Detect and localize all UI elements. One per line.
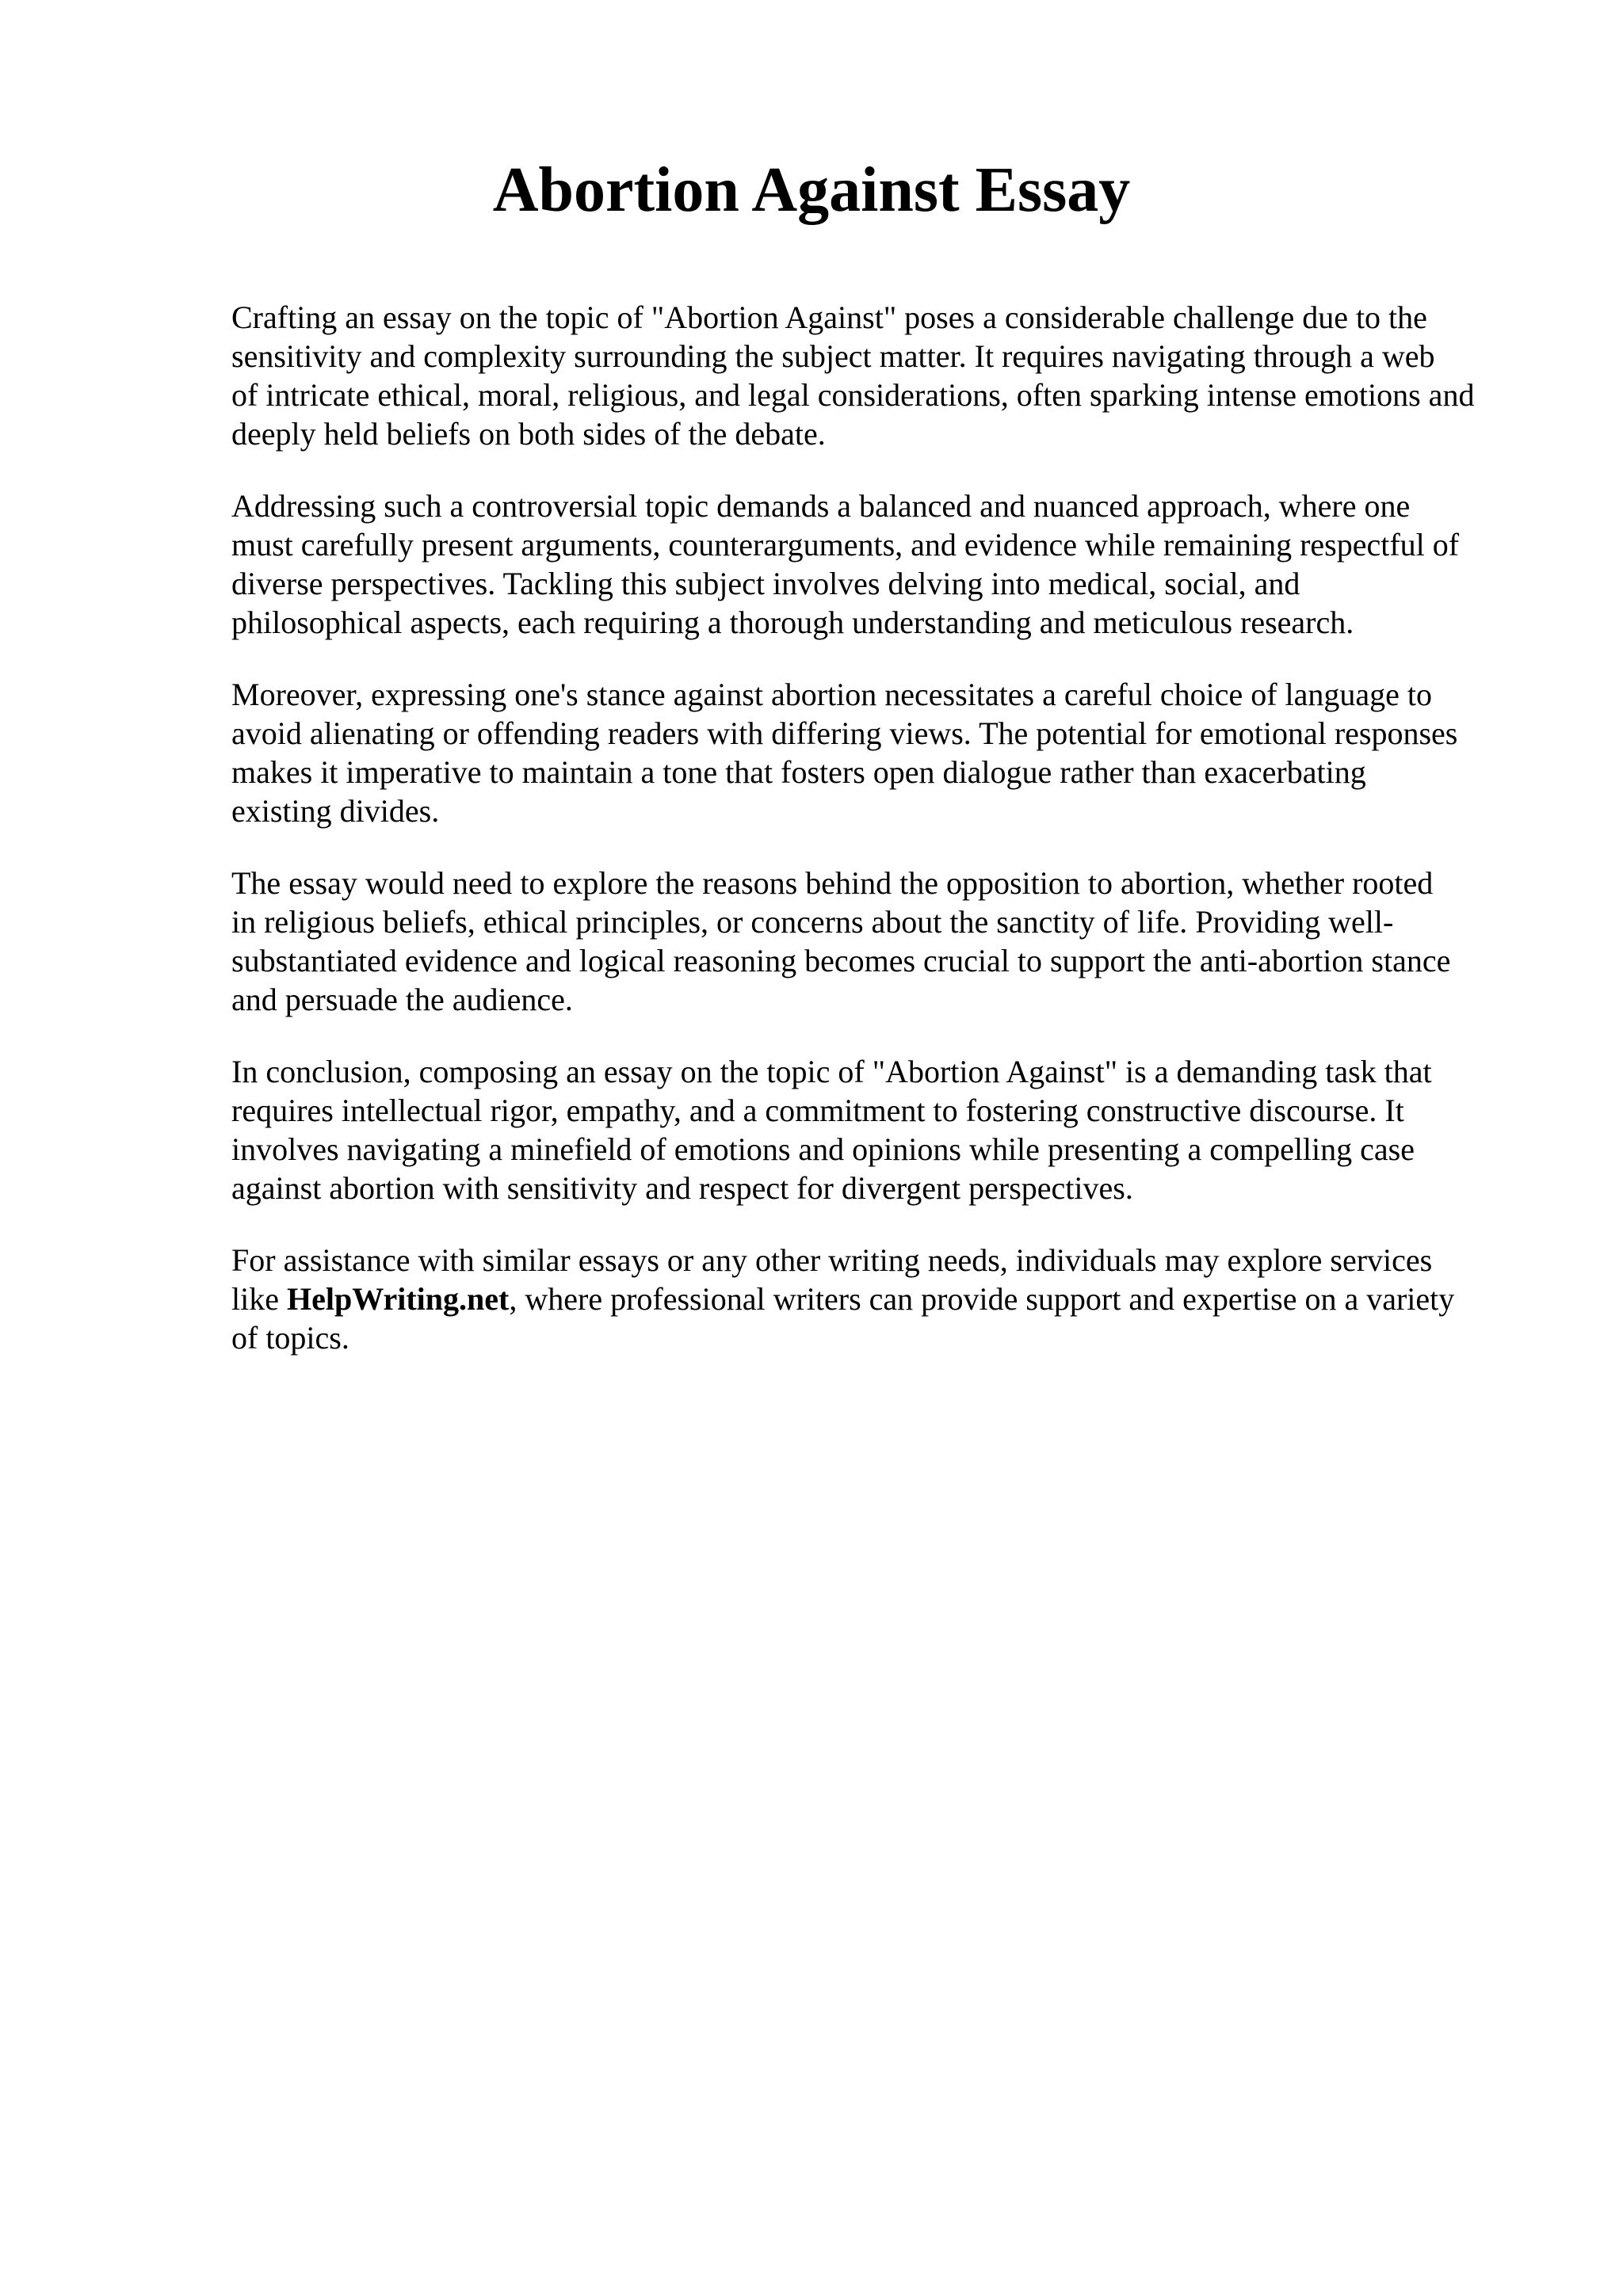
text-fragment: , where professional writers can provide support and expertise on a variety [509, 1281, 1455, 1317]
text-line: philosophical aspects, each requiring a thorough understanding and meticulous research. [231, 605, 1354, 640]
text-line: of intricate ethical, moral, religious, and legal considerations, often sparking intense emotions and [231, 377, 1475, 413]
text-line: and persuade the audience. [231, 982, 573, 1017]
text-line: involves navigating a minefield of emotions and opinions while presenting a compelling case [231, 1131, 1415, 1167]
text-line: avoid alienating or offending readers with differing views. The potential for emotional responses [231, 715, 1458, 751]
text-line: deeply held beliefs on both sides of the debate. [231, 416, 826, 452]
text-line: For assistance with similar essays or any other writing needs, individuals may explore services [231, 1242, 1433, 1278]
helpwriting-link[interactable]: HelpWriting.net [286, 1281, 510, 1317]
text-line: The essay would need to explore the reasons behind the opposition to abortion, whether rooted [231, 865, 1434, 901]
text-line: substantiated evidence and logical reasoning becomes crucial to support the anti-abortion stance [231, 943, 1451, 978]
text-line: sensitivity and complexity surrounding the subject matter. It requires navigating through a web [231, 338, 1435, 374]
text-line: Crafting an essay on the topic of "Abortion Against" poses a considerable challenge due to the [231, 299, 1427, 335]
text-line: existing divides. [231, 793, 440, 829]
text-line-with-link [231, 1280, 1531, 1318]
text-line: diverse perspectives. Tackling this subject involves delving into medical, social, and [231, 566, 1300, 601]
text-line: Addressing such a controversial topic demands a balanced and nuanced approach, where one [231, 488, 1411, 524]
paragraph-1 [231, 298, 1531, 453]
text-line: against abortion with sensitivity and respect for divergent perspectives. [231, 1170, 1133, 1206]
text-fragment: like [231, 1281, 287, 1317]
text-line: in religious beliefs, ethical principles, or concerns about the sanctity of life. Providing well- [231, 904, 1394, 940]
text-line: requires intellectual rigor, empathy, and a commitment to fostering constructive discourse. It [231, 1093, 1404, 1128]
text-line: In conclusion, composing an essay on the topic of "Abortion Against" is a demanding task that [231, 1054, 1432, 1089]
paragraph-6 [231, 1241, 1531, 1357]
document-body [231, 298, 1531, 1390]
text-line: of topics. [231, 1320, 349, 1356]
text-line: makes it imperative to maintain a tone that fosters open dialogue rather than exacerbating [231, 754, 1366, 790]
paragraph-5 [231, 1052, 1531, 1207]
paragraph-2 [231, 486, 1531, 642]
paragraph-4 [231, 864, 1531, 1019]
text-line: must carefully present arguments, counterarguments, and evidence while remaining respectful of [231, 527, 1460, 563]
paragraph-3 [231, 675, 1531, 830]
document-title: Abortion Against Essay [492, 155, 1131, 225]
text-line: Moreover, expressing one's stance against abortion necessitates a careful choice of language to [231, 677, 1433, 712]
